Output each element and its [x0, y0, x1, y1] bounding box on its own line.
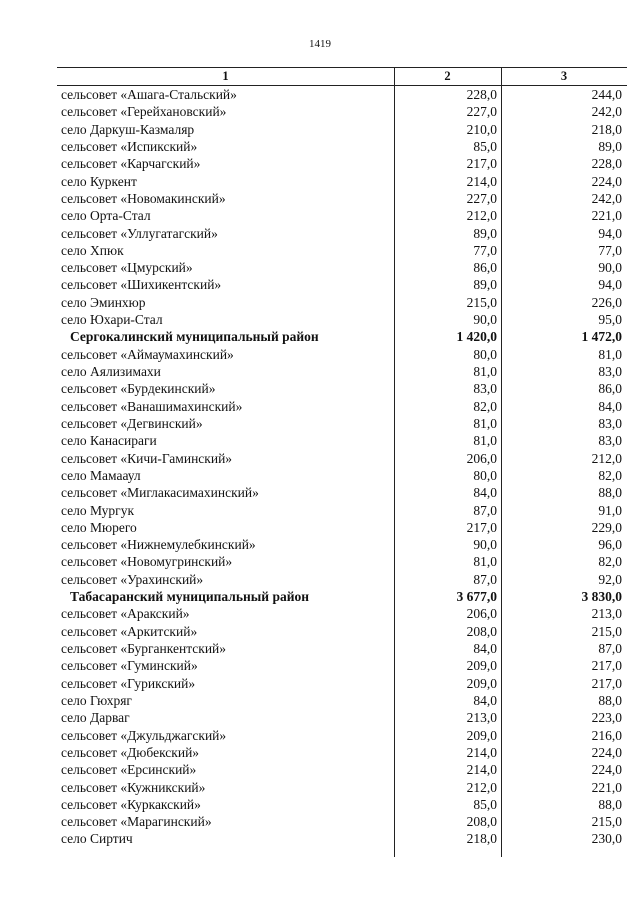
row-col2-cell: 1 420,0 [456, 329, 497, 345]
row-name-cell: сельсовет «Герейхановский» [61, 104, 227, 120]
row-col3-cell: 217,0 [591, 675, 622, 691]
table-row [57, 536, 627, 553]
row-name-cell: сельсовет «Марагинский» [61, 814, 212, 830]
row-col3-cell: 244,0 [591, 87, 622, 102]
table-row [57, 294, 627, 311]
row-col3-cell: 83,0 [598, 364, 622, 379]
row-col3-cell: 224,0 [591, 173, 622, 189]
header-col-1: 1 [222, 69, 229, 83]
row-name-cell: село Сиртич [61, 831, 133, 847]
table-row [57, 675, 627, 692]
table-row [57, 346, 627, 363]
table-row [57, 605, 627, 622]
row-col3-cell: 88,0 [598, 485, 622, 501]
row-col3-cell: 92,0 [598, 571, 622, 587]
row-name-cell: сельсовет «Новомугринский» [61, 554, 233, 570]
table-row [57, 398, 627, 415]
row-name-cell: сельсовет «Бурганкентский» [61, 641, 227, 656]
row-col3-cell: 90,0 [598, 260, 622, 276]
table-row [57, 727, 627, 744]
row-col3-cell: 82,0 [598, 554, 622, 570]
row-name-cell: сельсовет «Дюбекский» [61, 744, 200, 760]
row-name-cell: сельсовет «Урахинский» [61, 571, 204, 587]
row-col2-cell: 215,0 [466, 294, 497, 310]
row-col2-cell: 85,0 [473, 796, 497, 812]
district-total-row [57, 328, 627, 345]
table-row [57, 813, 627, 830]
row-name-cell: село Канасираги [61, 433, 157, 449]
row-name-cell: село Аялизимахи [61, 364, 161, 379]
row-col3-cell: 1 472,0 [581, 329, 622, 345]
row-name-cell: село Даркуш-Казмаляр [61, 121, 195, 137]
row-col2-cell: 87,0 [473, 571, 497, 587]
row-name-cell: село Орта-Стал [61, 208, 151, 224]
row-col3-cell: 81,0 [598, 346, 622, 362]
table-row [57, 363, 627, 380]
table-row [57, 380, 627, 397]
row-col2-cell: 84,0 [473, 692, 497, 708]
row-col2-cell: 81,0 [473, 433, 497, 449]
row-name-cell: сельсовет «Нижнемулебкинский» [61, 537, 256, 553]
row-col3-cell: 216,0 [591, 727, 622, 743]
row-col2-cell: 84,0 [473, 641, 497, 656]
row-col2-cell: 89,0 [473, 277, 497, 293]
page-number: 1419 [309, 38, 331, 50]
row-col3-cell: 242,0 [591, 190, 622, 206]
row-name-cell: Сергокалинский муниципальный район [70, 329, 319, 345]
row-col2-cell: 84,0 [473, 485, 497, 501]
table-row [57, 173, 627, 190]
row-col3-cell: 224,0 [591, 744, 622, 760]
district-total-row [57, 588, 627, 605]
row-name-cell: сельсовет «Испикский» [61, 138, 198, 154]
row-col3-cell: 217,0 [591, 658, 622, 674]
row-col3-cell: 91,0 [598, 502, 622, 518]
row-col3-cell: 215,0 [591, 623, 622, 639]
table-row [57, 432, 627, 449]
row-col3-cell: 95,0 [598, 312, 622, 328]
row-name-cell: сельсовет «Кужникский» [61, 779, 206, 795]
row-col2-cell: 3 677,0 [456, 589, 497, 605]
row-name-cell: сельсовет «Аймаумахинский» [61, 346, 234, 362]
row-col3-cell: 89,0 [598, 138, 622, 154]
row-col3-cell: 226,0 [591, 294, 622, 310]
row-name-cell: сельсовет «Дегвинский» [61, 415, 203, 431]
table-row [57, 450, 627, 467]
row-name-cell: сельсовет «Ашага-Стальский» [61, 87, 237, 102]
table-row [57, 657, 627, 674]
table-row [57, 207, 627, 224]
row-name-cell: село Хпюк [61, 242, 124, 258]
table-row [57, 190, 627, 207]
table-row [57, 502, 627, 519]
table-row [57, 86, 627, 103]
row-col2-cell: 212,0 [466, 779, 497, 795]
table-row [57, 225, 627, 242]
row-name-cell: сельсовет «Карчагский» [61, 156, 201, 172]
row-name-cell: сельсовет «Новомакинский» [61, 190, 226, 206]
row-col3-cell: 88,0 [598, 796, 622, 812]
row-col2-cell: 214,0 [466, 173, 497, 189]
column-divider-2 [501, 67, 502, 857]
row-col2-cell: 80,0 [473, 346, 497, 362]
row-col3-cell: 94,0 [598, 225, 622, 241]
table-row [57, 553, 627, 570]
row-name-cell: сельсовет «Гурикский» [61, 675, 196, 691]
table-row [57, 709, 627, 726]
table-row [57, 138, 627, 155]
row-col2-cell: 213,0 [466, 710, 497, 726]
table-row [57, 623, 627, 640]
table-row [57, 121, 627, 138]
row-name-cell: село Мургук [61, 502, 135, 518]
table-row [57, 744, 627, 761]
table-header [57, 67, 627, 86]
row-col3-cell: 228,0 [591, 156, 622, 172]
row-col3-cell: 213,0 [591, 606, 622, 622]
row-col3-cell: 223,0 [591, 710, 622, 726]
table-row [57, 276, 627, 293]
row-col3-cell: 96,0 [598, 537, 622, 553]
row-col2-cell: 85,0 [473, 138, 497, 154]
row-col2-cell: 80,0 [473, 467, 497, 483]
row-col2-cell: 86,0 [473, 260, 497, 276]
row-name-cell: сельсовет «Миглакасимахинский» [61, 485, 259, 501]
row-col2-cell: 83,0 [473, 381, 497, 397]
row-name-cell: сельсовет «Аракский» [61, 606, 190, 622]
row-name-cell: сельсовет «Шихикентский» [61, 277, 222, 293]
row-col2-cell: 90,0 [473, 537, 497, 553]
row-col3-cell: 212,0 [591, 450, 622, 466]
row-col3-cell: 218,0 [591, 121, 622, 137]
row-name-cell: село Дарваг [61, 710, 130, 726]
table-row [57, 640, 627, 657]
row-col3-cell: 230,0 [591, 831, 622, 847]
row-col3-cell: 87,0 [598, 641, 622, 656]
row-col2-cell: 227,0 [466, 104, 497, 120]
row-col2-cell: 81,0 [473, 554, 497, 570]
row-col2-cell: 228,0 [466, 87, 497, 102]
row-name-cell: сельсовет «Ванашимахинский» [61, 398, 243, 414]
row-col2-cell: 214,0 [466, 744, 497, 760]
row-col3-cell: 83,0 [598, 433, 622, 449]
row-col2-cell: 209,0 [466, 675, 497, 691]
row-name-cell: сельсовет «Куркакский» [61, 796, 201, 812]
row-name-cell: село Юхари-Стал [61, 312, 163, 328]
row-col3-cell: 77,0 [598, 242, 622, 258]
row-name-cell: сельсовет «Гуминский» [61, 658, 198, 674]
row-col2-cell: 77,0 [473, 242, 497, 258]
table-row [57, 692, 627, 709]
table-row [57, 259, 627, 276]
row-name-cell: сельсовет «Кичи-Гаминский» [61, 450, 233, 466]
table-body [57, 86, 627, 848]
row-name-cell: сельсовет «Аркитский» [61, 623, 198, 639]
table-row [57, 571, 627, 588]
table-row [57, 415, 627, 432]
row-name-cell: село Куркент [61, 173, 137, 189]
row-col2-cell: 208,0 [466, 623, 497, 639]
row-col2-cell: 217,0 [466, 519, 497, 535]
row-name-cell: сельсовет «Уллугатагский» [61, 225, 218, 241]
row-col2-cell: 209,0 [466, 658, 497, 674]
row-col2-cell: 81,0 [473, 415, 497, 431]
row-col3-cell: 221,0 [591, 779, 622, 795]
row-name-cell: сельсовет «Джульджагский» [61, 727, 227, 743]
row-col2-cell: 87,0 [473, 502, 497, 518]
table-row [57, 519, 627, 536]
table-row [57, 484, 627, 501]
row-col2-cell: 206,0 [466, 606, 497, 622]
row-name-cell: Табасаранский муниципальный район [70, 589, 310, 605]
row-name-cell: село Мамааул [61, 467, 141, 483]
row-name-cell: сельсовет «Бурдекинский» [61, 381, 216, 397]
row-col2-cell: 218,0 [466, 831, 497, 847]
row-name-cell: село Гюхряг [61, 692, 132, 708]
table-row [57, 796, 627, 813]
row-col2-cell: 81,0 [473, 364, 497, 379]
row-col2-cell: 82,0 [473, 398, 497, 414]
table-row [57, 779, 627, 796]
table-row [57, 242, 627, 259]
table-row [57, 830, 627, 847]
column-divider-1 [394, 67, 395, 857]
row-col3-cell: 82,0 [598, 467, 622, 483]
row-col3-cell: 242,0 [591, 104, 622, 120]
table-row [57, 103, 627, 120]
table-row [57, 311, 627, 328]
row-name-cell: село Эминхюр [61, 294, 146, 310]
row-col2-cell: 227,0 [466, 190, 497, 206]
row-col3-cell: 3 830,0 [581, 589, 622, 605]
row-col2-cell: 209,0 [466, 727, 497, 743]
row-name-cell: село Мюрего [61, 519, 137, 535]
row-name-cell: сельсовет «Цмурский» [61, 260, 193, 276]
row-col2-cell: 214,0 [466, 762, 497, 778]
row-col2-cell: 210,0 [466, 121, 497, 137]
header-col-2: 2 [444, 69, 451, 83]
row-col2-cell: 208,0 [466, 814, 497, 830]
row-col3-cell: 88,0 [598, 692, 622, 708]
row-col3-cell: 229,0 [591, 519, 622, 535]
row-col2-cell: 217,0 [466, 156, 497, 172]
row-col3-cell: 86,0 [598, 381, 622, 397]
row-col2-cell: 212,0 [466, 208, 497, 224]
row-name-cell: сельсовет «Ерсинский» [61, 762, 197, 778]
data-table [57, 67, 627, 848]
row-col2-cell: 90,0 [473, 312, 497, 328]
row-col3-cell: 221,0 [591, 208, 622, 224]
row-col2-cell: 206,0 [466, 450, 497, 466]
table-row [57, 467, 627, 484]
header-col-3: 3 [560, 69, 568, 83]
row-col3-cell: 215,0 [591, 814, 622, 830]
row-col2-cell: 89,0 [473, 225, 497, 241]
row-col3-cell: 83,0 [598, 415, 622, 431]
table-row [57, 155, 627, 172]
row-col3-cell: 84,0 [598, 398, 622, 414]
table-row [57, 761, 627, 778]
row-col3-cell: 224,0 [591, 762, 622, 778]
row-col3-cell: 94,0 [598, 277, 622, 293]
